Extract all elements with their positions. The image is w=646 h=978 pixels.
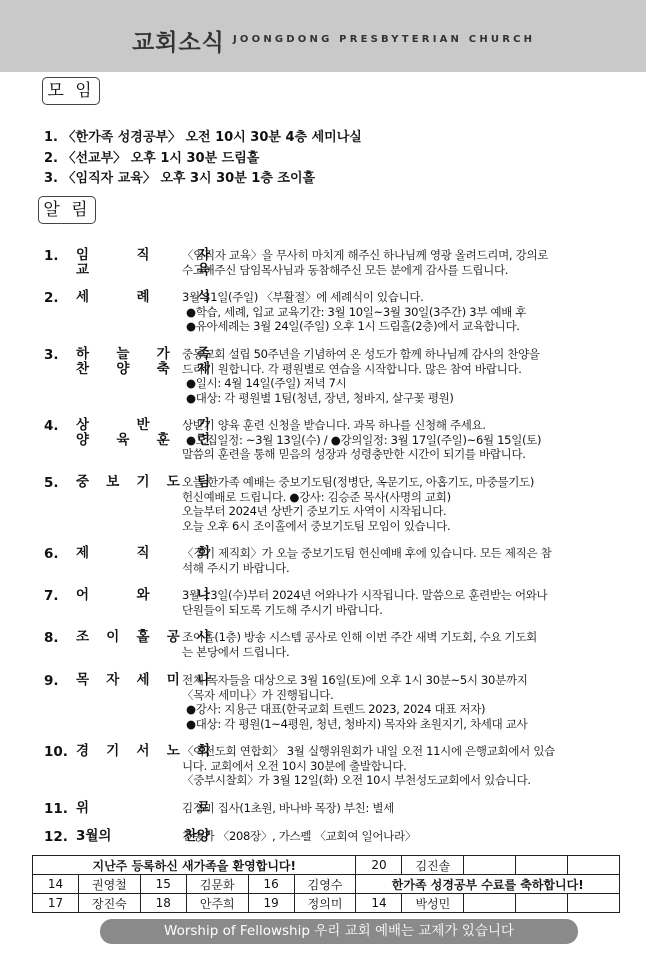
notice-label-line: 목 자 세 미 나 [76, 672, 210, 688]
member-name: 김진솔 [402, 856, 464, 875]
meeting-item: 3. 〈임직자 교육〉 오후 3시 30분 1층 조이홀 [44, 171, 316, 186]
empty-cell [516, 856, 568, 875]
congrats-heading: 한가족 성경공부 수료를 축하합니다! [356, 875, 620, 894]
notices-section-label: 알 림 [38, 196, 96, 224]
notice-line: 오늘 한가족 예배는 중보기도팀(정병단, 옥문기도, 아홉기도, 마중물기도) [182, 475, 535, 489]
notice-label-line: 하 늘 가 족 [76, 346, 210, 362]
notice-label-line: 어 와 나 [76, 587, 210, 603]
notice-number: 8. [44, 630, 59, 646]
welcome-heading: 지난주 등록하신 새가족을 환영합니다! [33, 856, 356, 875]
notice-line: 찬송가 〈208장〉, 가스펠 〈교회여 일어나라〉 [182, 829, 416, 843]
empty-cell [568, 856, 620, 875]
notice-line: 〈여전도회 연합회〉 3월 실행위원회가 내일 오전 11시에 은행교회에서 있습 [182, 744, 555, 758]
notice-label-line: 세 례 식 [76, 289, 210, 305]
notice-body [182, 801, 620, 816]
notice-line: 니다. 교회에서 오전 10시 30분에 출발합니다. [182, 758, 407, 773]
notice-line: 말씀의 훈련을 통해 믿음의 성장과 성령충만한 시간이 되기를 바랍니다. [182, 447, 526, 461]
notice-number: 3. [44, 347, 59, 363]
notice-label-line: 경 기 서 노 회 [76, 743, 210, 759]
notice-line: 드리기 원합니다. 각 평원별로 연습을 시작합니다. 많은 참여 바랍니다. [182, 361, 522, 376]
notice-label-line: 상 반 기 [76, 417, 210, 433]
notice-label-line: 중 보 기 도 팀 [76, 474, 210, 490]
member-name: 김영수 [294, 875, 356, 894]
notice-line: 조이홀(1층) 방송 시스템 공사로 인해 이번 주간 새벽 기도회, 수요 기도회 [182, 630, 537, 644]
notice-body [182, 630, 620, 659]
notice-number: 4. [44, 418, 59, 434]
notice-body [182, 475, 620, 533]
notice-line: 3월 13일(수)부터 2024년 어와나가 시작됩니다. 말씀으로 훈련받는 어와나 [182, 588, 548, 602]
member-number: 20 [356, 856, 402, 875]
notice-line: ●학습, 세례, 입교 교육기간: 3월 10일~3월 30일(3주간) 3부 예배 후 [186, 304, 527, 319]
notice-line: 〈임직자 교육〉을 무사히 마치게 해주신 하나님께 영광 올려드리며, 강의로 [182, 248, 549, 262]
notice-line: ●일시: 4월 14일(주일) 저녁 7시 [186, 376, 347, 390]
notice-body [182, 546, 620, 575]
notice-line: 석해 주시기 바랍니다. [182, 560, 290, 575]
notice-label-line: 교 육 [76, 262, 210, 278]
member-number: 14 [33, 875, 79, 894]
notice-label-line: 위 로 [76, 800, 210, 816]
notice-number: 11. [44, 801, 68, 817]
notice-body [182, 248, 620, 277]
notice-label-line: 찬 양 축 제 [76, 361, 210, 377]
member-name: 권영철 [78, 875, 140, 894]
notice-line: ●모집일정: ~3월 13일(수) / ●강의일정: 3월 17일(주일)~6월 15일(토) [186, 432, 542, 447]
notice-line: 단원들이 되도록 기도해 주시기 바랍니다. [182, 602, 383, 617]
table-row [33, 875, 620, 894]
member-number: 14 [356, 894, 402, 913]
member-name: 박성민 [402, 894, 464, 913]
notice-line: 상반기 양육 훈련 신청을 받습니다. 과목 하나를 신청해 주세요. [182, 418, 486, 432]
notice-number: 9. [44, 673, 59, 689]
empty-cell [516, 894, 568, 913]
member-name: 장진숙 [78, 894, 140, 913]
footer-banner: Worship of Fellowship 우리 교회 예배는 교제가 있습니다 [100, 919, 578, 944]
member-number: 17 [33, 894, 79, 913]
notice-label-line: 양 육 훈 련 [76, 432, 210, 448]
member-name: 정의미 [294, 894, 356, 913]
member-number: 16 [248, 875, 294, 894]
notice-number: 10. [44, 744, 68, 760]
notice-line: 헌신예배로 드립니다. ●강사: 김승준 목사(사명의 교회) [182, 489, 451, 504]
empty-cell [464, 894, 516, 913]
notice-line: 중동교회 설립 50주년을 기념하여 온 성도가 함께 하나님께 감사의 찬양을 [182, 347, 540, 361]
page-title: 교회소식 [132, 30, 225, 56]
empty-cell [568, 894, 620, 913]
meeting-item: 1. 〈한가족 성경공부〉 오전 10시 30분 4층 세미나실 [44, 130, 362, 145]
notice-line: ●대상: 각 평원(1~4평원, 청년, 청바지) 목자와 초원지기, 차세대 교사 [186, 716, 528, 731]
newcomers-table [32, 855, 620, 913]
notice-line: 는 본당에서 드립니다. [182, 644, 290, 659]
notice-body [182, 744, 620, 788]
member-number: 19 [248, 894, 294, 913]
member-name: 김문화 [186, 875, 248, 894]
notice-body [182, 673, 620, 731]
member-name: 안주희 [186, 894, 248, 913]
member-number: 18 [140, 894, 186, 913]
church-name: JOONGDONG PRESBYTERIAN CHURCH [233, 34, 536, 45]
member-number: 15 [140, 875, 186, 894]
notice-line: 수고해주신 담임목사님과 동참해주신 모든 분에게 감사를 드립니다. [182, 262, 509, 277]
table-row [33, 856, 620, 875]
notice-label-line: 제 직 회 [76, 545, 210, 561]
notice-label-line: 조 이 홀 공 사 [76, 629, 210, 645]
notice-line: 전체 목자들을 대상으로 3월 16일(토)에 오후 1시 30분~5시 30분까지 [182, 673, 528, 687]
notice-number: 6. [44, 546, 59, 562]
notice-body [182, 418, 620, 462]
notice-line: 김정미 집사(1초원, 바나바 목장) 부친: 별세 [182, 801, 395, 815]
notice-line: 〈중부시찰회〉가 3월 12일(화) 오전 10시 부천성도교회에서 있습니다. [182, 773, 531, 787]
notice-number: 2. [44, 290, 59, 306]
notice-body [182, 829, 620, 844]
empty-cell [464, 856, 516, 875]
notice-body [182, 347, 620, 405]
notice-line: 오늘부터 2024년 상반기 중보기도 사역이 시작됩니다. [182, 504, 447, 518]
notice-line: ●유아세례는 3월 24일(주일) 오후 1시 드림홀(2층)에서 교육합니다. [186, 319, 520, 333]
table-row [33, 894, 620, 913]
notice-body [182, 290, 620, 334]
page-header [0, 0, 646, 72]
notice-body [182, 588, 620, 617]
notice-number: 1. [44, 248, 59, 264]
notice-line: ●대상: 각 평원별 1팀(청년, 장년, 청바지, 살구꽃 평원) [186, 390, 454, 405]
notice-line: 〈정기 제직회〉가 오늘 중보기도팀 헌신예배 후에 있습니다. 모든 제직은 참 [182, 546, 552, 560]
notice-label-line: 임 직 자 [76, 247, 210, 263]
notice-line: ●강사: 지용근 대표(한국교회 트렌드 2023, 2024 대표 저자) [186, 702, 486, 716]
notice-line: 3월 31일(주일) 〈부활절〉에 세례식이 있습니다. [182, 290, 424, 304]
notice-line: 〈목자 세미나〉가 진행됩니다. [182, 687, 334, 702]
meeting-item: 2. 〈선교부〉 오후 1시 30분 드림홀 [44, 151, 260, 166]
notice-number: 7. [44, 588, 59, 604]
notice-line: 오늘 오후 6시 조이홀에서 중보기도팀 모임이 있습니다. [182, 518, 451, 533]
meetings-section-label: 모 임 [42, 77, 100, 105]
notice-number: 5. [44, 475, 59, 491]
notice-label-line: 3월의 찬양 [76, 828, 210, 844]
notice-number: 12. [44, 829, 68, 845]
